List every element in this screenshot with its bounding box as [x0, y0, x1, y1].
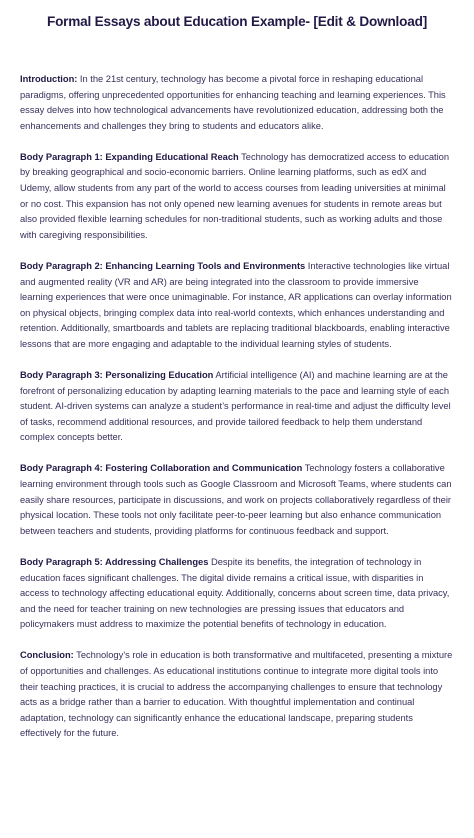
paragraph-text: In the 21st century, technology has become a pivotal force in reshaping educational paradigms, offering unprecedented opportunities for enhancing teaching and learning experiences. This essay delves into how technological advancements have revolutionized education, addressing both the enhancements and challenges they bring to students and educators alike. [20, 74, 446, 131]
paragraph-body-1 [20, 150, 454, 244]
essay-body [20, 72, 454, 742]
paragraph-body-4 [20, 461, 454, 539]
paragraph-heading: Body Paragraph 1: Expanding Educational Reach [20, 151, 239, 162]
paragraph-heading: Introduction: [20, 74, 78, 84]
paragraph-heading: Body Paragraph 3: Personalizing Education [20, 370, 214, 380]
paragraph-body-3 [20, 368, 454, 446]
paragraph-heading: Body Paragraph 5: Addressing Challenges [20, 556, 209, 567]
paragraph-text: Artificial intelligence (AI) and machine learning are at the forefront of personalizing education by adapting learning materials to the pace and learning style of each student. AI-driven systems can analyze a student’s performance in real-time and adjust the difficulty level of tasks, recommend additional resources, and provide tailored feedback to help them understand complex concepts better. [20, 370, 451, 443]
paragraph-heading: Conclusion: [20, 650, 74, 661]
paragraph-body-2 [20, 259, 454, 353]
paragraph-introduction [20, 72, 454, 134]
paragraph-text: Technology fosters a collaborative learning environment through tools such as Google Classroom and Microsoft Teams, where students can easily share resources, participate in discussions, and work on projects collaboratively regardless of their physical location. These tools not only facilitate peer-to-peer learning but also enhance communication between teachers and students, providing platforms for continuous feedback and support. [20, 463, 452, 536]
paragraph-text: Technology has democratized access to education by breaking geographical and socio-economic barriers. Online learning platforms, such as edX and Udemy, allow students from any part of the world to access courses from leading universities at minimal or no cost. This expansion has not only opened new learning avenues for students in remote areas but also provided flexible learning schedules for non-traditional students, such as working adults and those with caregiving responsibilities. [20, 151, 450, 240]
paragraph-heading: Body Paragraph 4: Fostering Collaboration and Communication [20, 463, 303, 474]
page-title: Formal Essays about Education Example- [Edit & Download] [46, 14, 428, 29]
paragraph-text: Interactive technologies like virtual and augmented reality (VR and AR) are being integrated into the classroom to provide immersive learning experiences that were once unimaginable. For instance, AR applications can overlay information on physical objects, bringing complex data into real-world contexts, which enhances understanding and retention. Additionally, smartboards and tablets are replacing traditional blackboards, enabling interactive lessons that are more engaging and adaptable to the individual learning styles of students. [20, 260, 452, 349]
paragraph-text: Technology’s role in education is both transformative and multifaceted, presenting a mixture of opportunities and challenges. As educational institutions continue to integrate more digital tools into their teaching practices, it is crucial to address the accompanying challenges to ensure that technology acts as a bridge rather than a barrier to education. With thoughtful implementation and continual adaptation, technology can significantly enhance the educational landscape, preparing students effectively for the future. [20, 650, 453, 739]
paragraph-text: Despite its benefits, the integration of technology in education faces significant challenges. The digital divide remains a critical issue, with disparities in access to technology affecting educational equity. Additionally, concerns about screen time, data privacy, and the need for teacher training on new technologies are pressing issues that educators and policymakers must address to maximize the potential benefits of technology in education. [20, 556, 450, 630]
paragraph-body-5 [20, 555, 454, 633]
paragraph-conclusion [20, 648, 454, 742]
paragraph-heading: Body Paragraph 2: Enhancing Learning Tools and Environments [20, 260, 306, 271]
